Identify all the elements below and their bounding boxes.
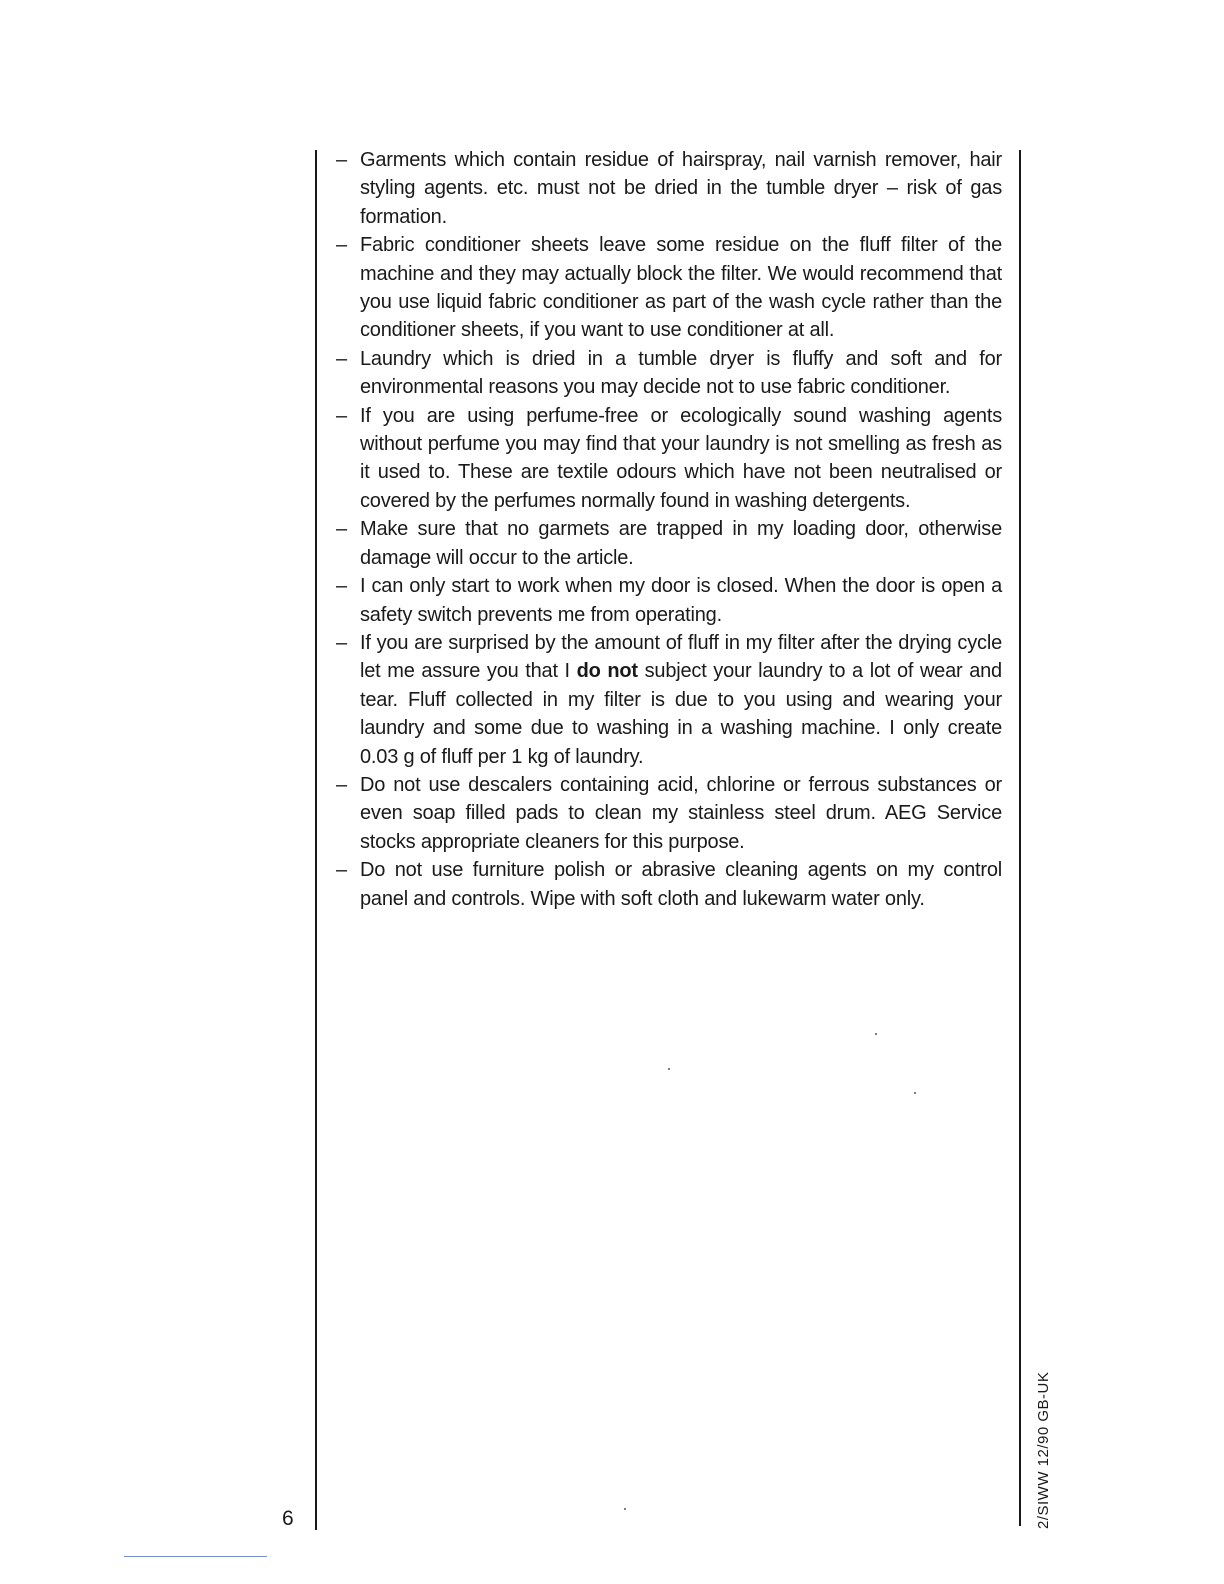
dash-bullet: –	[336, 234, 347, 257]
document-code: 2/SIWW 12/90 GB-UK	[1035, 1371, 1052, 1529]
scan-speck	[914, 1092, 916, 1094]
list-item	[336, 629, 1002, 771]
item-text: Fabric conditioner sheets leave some residue on the fluff filter of the machine and they may actually block the filter. We would recommend that you use liquid fabric conditioner as part of the wash cycle rather than the conditioner sheets, if you want to use conditioner at all.	[360, 234, 1002, 342]
dash-bullet: –	[336, 347, 347, 370]
list-item	[336, 146, 1002, 231]
item-text: I can only start to work when my door is closed. When the door is open a safety switch prevents me from operating.	[360, 575, 1002, 626]
scan-speck	[668, 1068, 670, 1070]
scan-speck	[624, 1508, 626, 1510]
list-item	[336, 572, 1002, 629]
item-text-continued: subject your laundry to a lot of wear and tear. Fluff collected in my filter is due to you using and wearing your laundry and some due to washing in a washing machine. I only create 0.03 g of fluff per 1 kg of laundry.	[360, 660, 1002, 768]
list-item	[336, 515, 1002, 572]
scan-speck	[875, 1033, 877, 1035]
dash-bullet: –	[336, 149, 347, 171]
item-text: Do not use descalers containing acid, chlorine or ferrous substances or even soap filled pads to clean my stainless steel drum. AEG Service stocks appropriate cleaners for this purpose.	[360, 773, 1002, 853]
instruction-list	[336, 146, 1002, 913]
bottom-divider	[124, 1556, 267, 1557]
dash-bullet: –	[336, 518, 347, 541]
list-item	[336, 231, 1002, 345]
item-text: If you are using perfume-free or ecologically sound washing agents without perfume you may find that your laundry is not smelling as fresh as it used to. These are textile odours which have not been neutralised or covered by the perfumes normally found in washing detergents.	[360, 404, 1002, 512]
right-margin-rule	[1019, 150, 1021, 1526]
item-text: Do not use furniture polish or abrasive cleaning agents on my control panel and controls. Wipe with soft cloth and lukewarm water only.	[360, 859, 1002, 910]
list-item	[336, 345, 1002, 402]
item-text: Make sure that no garmets are trapped in my loading door, otherwise damage will occur to the article.	[360, 518, 1002, 569]
dash-bullet: –	[336, 859, 347, 882]
item-text: Garments which contain residue of hairspray, nail varnish remover, hair styling agents. etc. must not be dried in the tumble dryer – risk of gas formation.	[360, 149, 1002, 228]
item-text: Laundry which is dried in a tumble dryer is fluffy and soft and for environmental reasons you may decide not to use fabric conditioner.	[360, 347, 1002, 399]
emphasis-text: do not	[576, 660, 638, 683]
dash-bullet: –	[336, 575, 347, 598]
list-item	[336, 856, 1002, 913]
list-item	[336, 402, 1002, 516]
dash-bullet: –	[336, 631, 347, 654]
dash-bullet: –	[336, 404, 347, 427]
page-number: 6	[282, 1507, 294, 1530]
item-text: If you are surprised by the amount of fluff in my filter after the drying cycle let me assure you that I	[360, 631, 1002, 683]
left-margin-rule	[315, 150, 317, 1530]
dash-bullet: –	[336, 773, 347, 796]
list-item	[336, 771, 1002, 856]
